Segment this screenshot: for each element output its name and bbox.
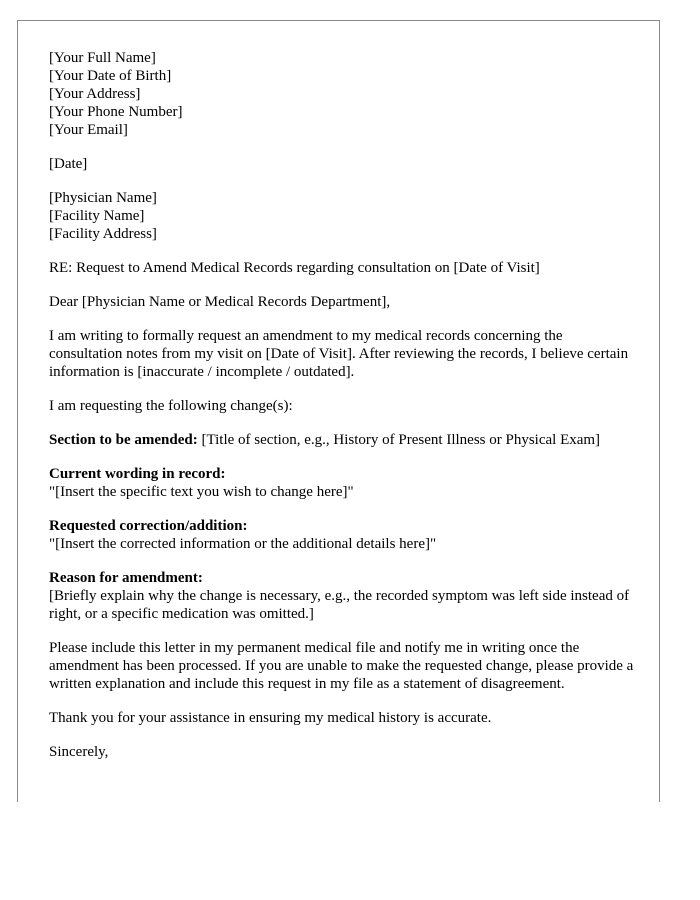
current-value: "[Insert the specific text you wish to change here]"	[49, 484, 354, 500]
recipient-physician: [Physician Name]	[49, 190, 157, 206]
salutation: Dear [Physician Name or Medical Records Department],	[49, 294, 391, 310]
correction-label: Requested correction/addition:	[49, 518, 248, 534]
sender-address: [Your Address]	[49, 86, 141, 102]
sender-phone: [Your Phone Number]	[49, 104, 183, 120]
correction-value: "[Insert the corrected information or the additional details here]"	[49, 536, 437, 552]
letter-content	[49, 49, 639, 777]
current-label: Current wording in record:	[49, 466, 226, 482]
section-value: [Title of section, e.g., History of Present Illness or Physical Exam]	[201, 432, 601, 448]
correction-item	[49, 517, 639, 553]
reason-label: Reason for amendment:	[49, 570, 203, 586]
letter-date: [Date]	[49, 156, 88, 172]
sender-name: [Your Full Name]	[49, 50, 156, 66]
recipient-facility-address: [Facility Address]	[49, 226, 157, 242]
thanks-line: Thank you for your assistance in ensuring my medical history is accurate.	[49, 710, 492, 726]
letter-page	[17, 20, 660, 802]
sender-dob: [Your Date of Birth]	[49, 68, 172, 84]
current-item	[49, 465, 639, 501]
reason-item	[49, 569, 639, 623]
subject-line: RE: Request to Amend Medical Records regarding consultation on [Date of Visit]	[49, 260, 540, 276]
sender-email: [Your Email]	[49, 122, 128, 138]
intro-paragraph: I am writing to formally request an amendment to my medical records concerning the consultation notes from my visit on [Date of Visit]. After reviewing the records, I believe certain information is [inaccurate / incomplete / outdated].	[49, 328, 629, 380]
recipient-block	[49, 189, 639, 243]
section-item	[49, 431, 639, 449]
signoff: Sincerely,	[49, 744, 109, 760]
reason-value: [Briefly explain why the change is necessary, e.g., the recorded symptom was left side instead of right, or a specific medication was omitted.]	[49, 588, 630, 622]
sender-block	[49, 49, 639, 139]
request-line: I am requesting the following change(s):	[49, 398, 293, 414]
recipient-facility: [Facility Name]	[49, 208, 145, 224]
section-label: Section to be amended:	[49, 432, 198, 448]
closing-paragraph: Please include this letter in my permanent medical file and notify me in writing once the amendment has been processed. If you are unable to make the requested change, please provide a written explanation and include this request in my file as a statement of disagreement.	[49, 640, 634, 692]
